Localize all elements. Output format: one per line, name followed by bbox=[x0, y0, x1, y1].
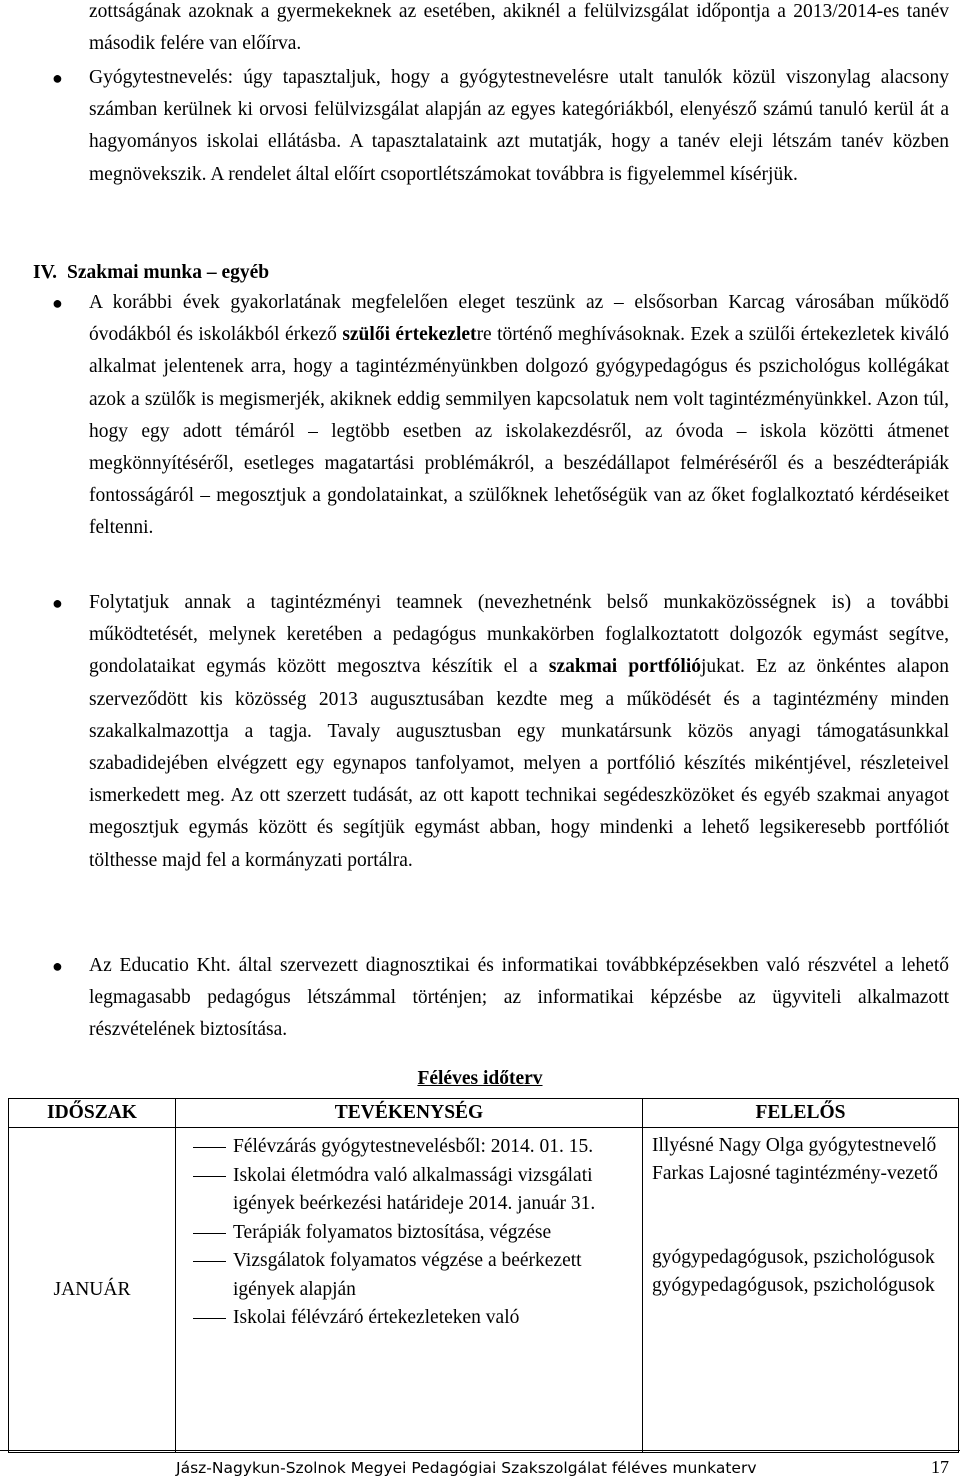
period-cell: JANUÁR bbox=[9, 1128, 176, 1453]
activity-item: Félévzárás gyógytestnevelésből: 2014. 01. 15. bbox=[193, 1133, 641, 1162]
section-title: Szakmai munka – egyéb bbox=[67, 262, 270, 283]
activity-list bbox=[177, 1129, 641, 1333]
activity-cell bbox=[176, 1128, 643, 1453]
bullet-1-text-b: re történő meghívásoknak. Ezek a szülői értekezletek kiváló alkalmat jelentenek arra, hogy a tagintézményünkben dolgozó gyógypedagógus és pszichológus kollégákat azok a szülők is megismerjék, akiknek eddig semmilyen kapcsolatuk nem volt tagintézményünkkel. Azon túl, hogy egy adott témáról – legtöbb esetben az iskolakezdésről, az óvoda – iskola közötti átmenet megkönnyítéséről, esetleges magatartási problémákról, a beszédállapot felméréséről és a beszédterápiák fontosságáról – megosztjuk a gondolatainkat, a szülőknek lehetőségük van az őket foglalkoztató kérdéseiket feltenni. bbox=[89, 324, 950, 539]
table-header-row bbox=[9, 1099, 959, 1128]
gyogytestneveles-paragraph: Gyógytestnevelés: úgy tapasztaljuk, hogy a gyógytestnevelésre utalt tanulók közül viszonylag alacsony számban kerülnek ki orvosi felülvizsgálat alapján az egyes kategóriákból, elenyésző számú tanuló kerül át a hagyományos iskolai ellátásba. A tapasztalataink azt mutatják, hogy a tanév eleji létszám tanév közben megnövekszik. A rendelet által előírt csoportlétszámokat továbbra is figyelemmel kísérjük. bbox=[89, 67, 949, 185]
continuation-paragraph: zottságának azoknak a gyermekeknek az esetében, akiknél a felülvizsgálat időpontja a 2013/2014-es tanév második felére van előírva. bbox=[89, 1, 949, 55]
header-responsible: FELELŐS bbox=[643, 1099, 959, 1128]
bullet-icon: ● bbox=[52, 68, 63, 88]
table-caption: Féléves időterv bbox=[417, 1068, 543, 1089]
responsible-cell bbox=[643, 1128, 959, 1453]
bullet-paragraph-2 bbox=[89, 587, 949, 877]
header-period: IDŐSZAK bbox=[9, 1099, 176, 1128]
bullet-1-text-a: A korábbi évek gyakorlatának megfelelően eleget teszünk az – elsősorban Karcag városában működő óvodákból és iskolákból érkező bbox=[89, 292, 949, 346]
responsible-item: gyógypedagógusok, pszichológusok bbox=[652, 1247, 935, 1268]
responsible-item: Illyésné Nagy Olga gyógytestnevelő bbox=[652, 1135, 937, 1156]
responsible-list bbox=[644, 1129, 957, 1300]
header-activity: TEVÉKENYSÉG bbox=[176, 1099, 643, 1128]
footer-text: Jász-Nagykun-Szolnok Megyei Pedagógiai Szakszolgálat féléves munkaterv bbox=[176, 1459, 757, 1477]
table-row bbox=[9, 1128, 959, 1453]
page-number: 17 bbox=[931, 1457, 949, 1477]
activity-item: Iskolai félévzáró értekezleteken való bbox=[193, 1304, 641, 1333]
bullet-2-text-a: Folytatjuk annak a tagintézményi teamnek (nevezhetnénk belső munkaközösségnek is) a további működtetését, melynek keretében a pedagógus munkakörben foglalkoztatott dolgozók egymást segítve, gondolataikat egymás között megosztva készítik el a bbox=[89, 592, 949, 678]
bullet-icon: ● bbox=[52, 593, 63, 613]
section-heading bbox=[33, 257, 269, 289]
bullet-icon: ● bbox=[52, 293, 63, 313]
spacer bbox=[652, 1188, 949, 1244]
activity-item: Vizsgálatok folyamatos végzése a beérkezett igények alapján bbox=[193, 1247, 641, 1304]
activity-item: Iskolai életmódra való alkalmassági vizsgálati igények beérkezési határideje 2014. január 31. bbox=[193, 1162, 641, 1219]
responsible-item: Farkas Lajosné tagintézmény-vezető bbox=[652, 1163, 938, 1184]
bullet-icon: ● bbox=[52, 956, 63, 976]
activity-item: Terápiák folyamatos biztosítása, végzése bbox=[193, 1219, 641, 1248]
bullet-2-text-b: jukat. Ez az önkéntes alapon szerveződött kis közösség 2013 augusztusában kezdte meg a működését és a tagintézmény minden szakalkalmazottja a tagja. Tavaly augusztusban egy munkatársunk közös anyagi támogatásunkkal szabadidejében elvégzett egy egynapos tanfolyamot, melyen a portfólió készítés mikéntjével, részleteivel ismerkedett meg. Az ott szerzett tudását, az ott kapott technikai segédeszközöket és egyéb szakmai anyagot megosztjuk egymás között és segítjük egymást abban, hogy mindenki a lehető legsikeresebb portfóliót tölthesse majd fel a kormányzati portálra. bbox=[89, 656, 950, 871]
schedule-table bbox=[8, 1098, 959, 1453]
bullet-paragraph-1 bbox=[89, 287, 949, 545]
bullet-paragraph-3: Az Educatio Kht. által szervezett diagnosztikai és informatikai továbbképzésekben való részvétel a lehető legmagasabb pedagógus létszámmal történjen; az informatikai képzésbe az ügyviteli alkalmazott részvételének biztosítása. bbox=[89, 955, 949, 1041]
bullet-2-bold: szakmai portfólió bbox=[548, 656, 701, 678]
section-number: IV. bbox=[33, 262, 58, 283]
responsible-item: gyógypedagógusok, pszichológusok bbox=[652, 1275, 935, 1296]
bullet-1-bold: szülői értekezlet bbox=[342, 324, 477, 346]
